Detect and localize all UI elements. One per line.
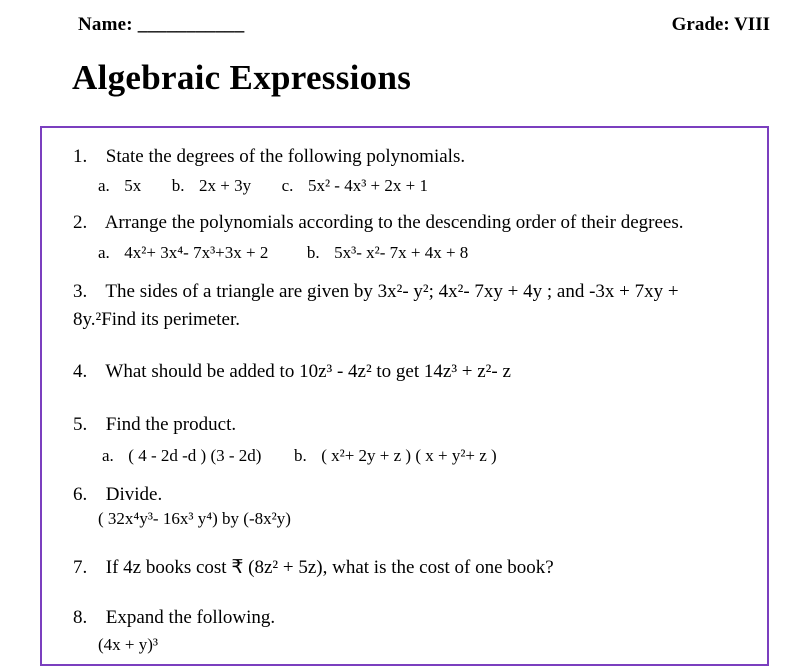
question-8-expression: [98, 635, 158, 655]
question-3-continued: [73, 308, 240, 333]
question-2-parts: [98, 243, 468, 263]
question-5-parts: [102, 446, 497, 466]
question-3: [73, 280, 679, 305]
question-6-number: 6.: [73, 484, 88, 505]
question-1-part-a-text: 5x: [124, 176, 142, 195]
question-2: [73, 211, 683, 235]
page-title: Algebraic Expressions: [72, 58, 412, 97]
question-2-part-a-label: a.: [98, 243, 110, 262]
question-4-number: 4.: [73, 361, 88, 382]
grade-label: Grade: VIII: [671, 14, 770, 35]
question-1-part-c-text: 5x² - 4x³ + 2x + 1: [307, 176, 428, 195]
question-6-expression: [98, 509, 291, 529]
question-1-text: State the degrees of the following polynomials.: [105, 146, 466, 167]
questions-box: [40, 126, 769, 666]
question-1: [73, 145, 465, 169]
question-5-number: 5.: [73, 414, 88, 435]
question-6-text: Divide.: [105, 484, 163, 505]
question-2-number: 2.: [73, 212, 88, 233]
question-3-number: 3.: [73, 281, 88, 302]
question-7-number: 7.: [73, 557, 88, 578]
question-3-line2: 8y.²Find its perimeter.: [73, 309, 241, 330]
question-8-number: 8.: [73, 607, 88, 628]
question-5-part-b-text: ( x²+ 2y + z ) ( x + y²+ z ): [321, 446, 497, 465]
question-5-part-a-label: a.: [102, 446, 114, 465]
question-7: [73, 556, 554, 580]
question-3-line1: The sides of a triangle are given by 3x²- y²; 4x²- 7xy + 4y ; and -3x + 7xy +: [105, 281, 679, 302]
question-1-parts: [98, 176, 428, 196]
question-8-line2: (4x + y)³: [98, 635, 159, 654]
question-1-part-b-text: 2x + 3y: [199, 176, 252, 195]
question-1-part-c-label: c.: [281, 176, 294, 195]
question-5-part-b-label: b.: [293, 446, 307, 465]
question-5-text: Find the product.: [105, 414, 237, 435]
question-5-part-a-text: ( 4 - 2d -d ) (3 - 2d): [128, 446, 262, 465]
question-2-part-a-text: 4x²+ 3x⁴- 7x³+3x + 2: [124, 243, 269, 262]
question-2-part-b-text: 5x³- x²- 7x + 4x + 8: [334, 243, 469, 262]
question-4: [73, 360, 511, 384]
name-field-label: Name: ___________: [78, 14, 245, 35]
worksheet-header: [0, 14, 800, 44]
question-7-text: If 4z books cost ₹ (8z² + 5z), what is the cost of one book?: [105, 557, 554, 578]
question-4-text: What should be added to 10z³ - 4z² to get 14z³ + z²- z: [105, 361, 511, 382]
question-6-line2: ( 32x⁴y³- 16x³ y⁴) by (-8x²y): [98, 509, 291, 528]
question-1-part-a-label: a.: [98, 176, 110, 195]
question-8-text: Expand the following.: [105, 607, 276, 628]
question-2-part-b-label: b.: [306, 243, 320, 262]
question-6: [73, 483, 162, 507]
question-2-text: Arrange the polynomials according to the descending order of their degrees.: [104, 212, 684, 233]
question-8: [73, 606, 275, 630]
question-1-part-b-label: b.: [171, 176, 185, 195]
question-5: [73, 413, 236, 437]
question-1-number: 1.: [73, 146, 88, 167]
